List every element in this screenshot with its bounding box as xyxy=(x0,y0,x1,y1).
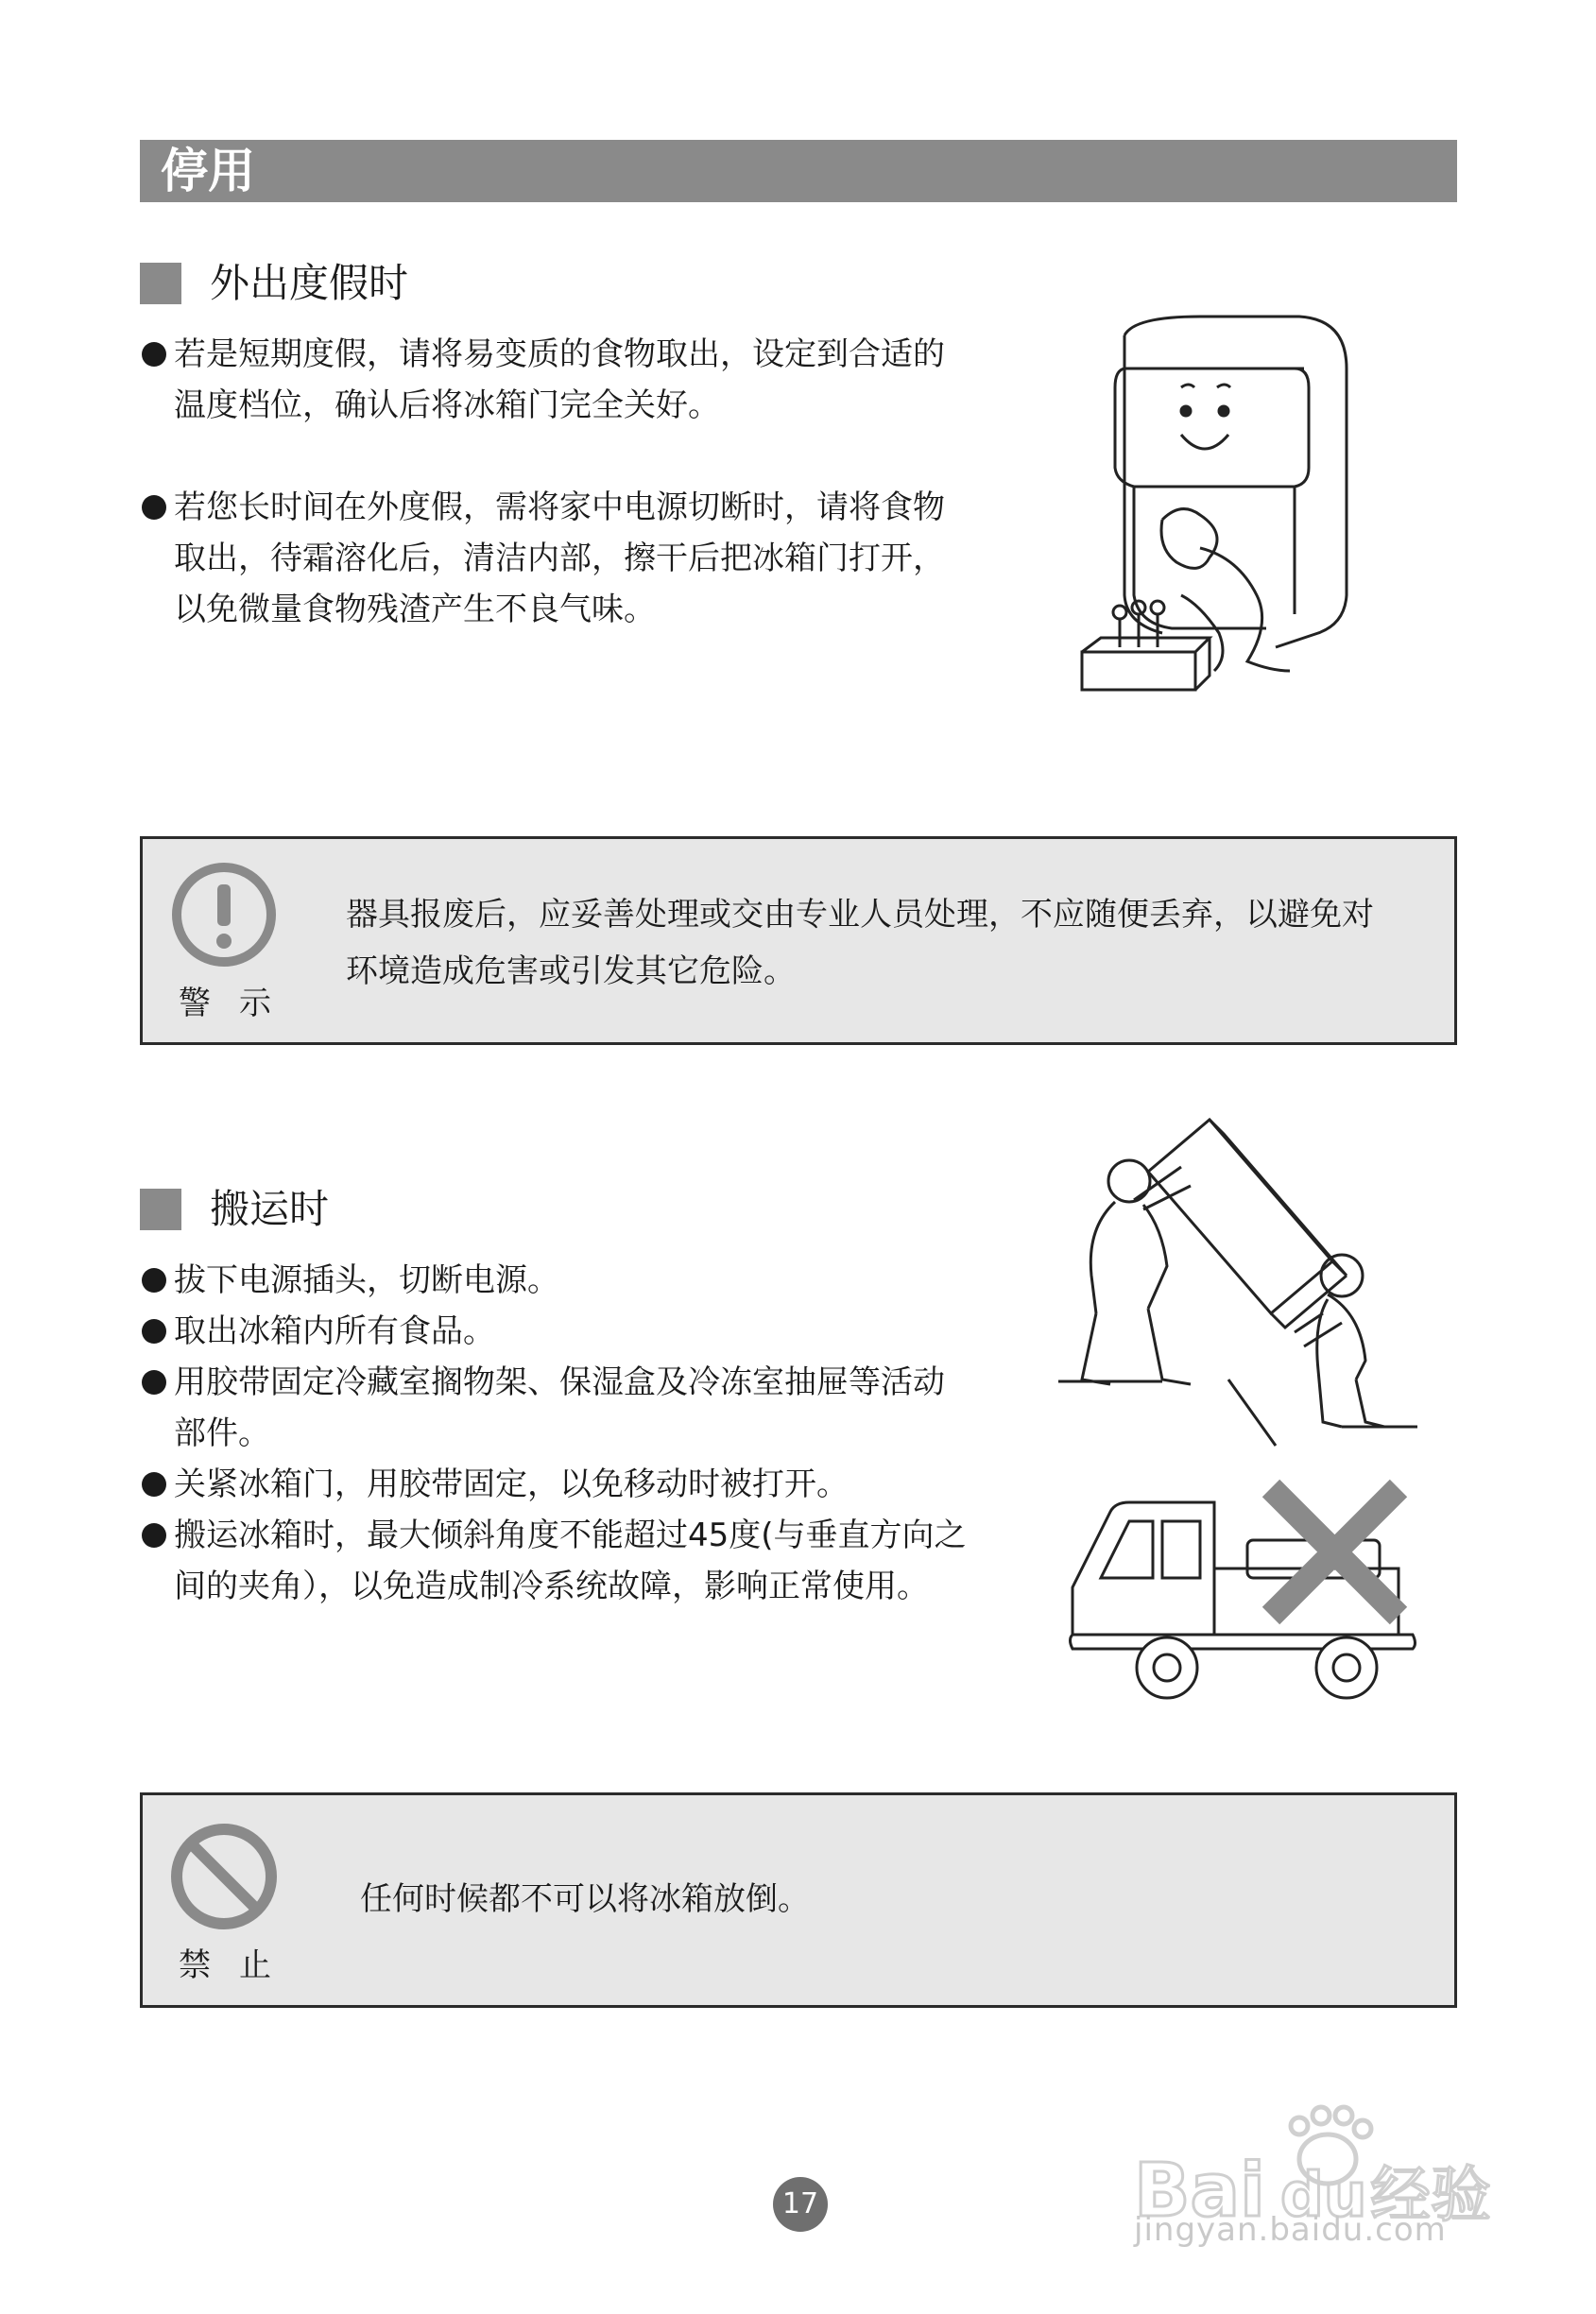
warning-label: 警示 xyxy=(179,985,300,1022)
list-item: 搬运冰箱时，最大倾斜角度不能超过45度(与垂直方向之 间的夹角），以免造成制冷系统故障，影响正常使用。 xyxy=(140,1510,1019,1612)
carrying-fridge-illustration xyxy=(1058,1096,1436,1450)
section-heading-vacation xyxy=(140,260,408,307)
warning-box xyxy=(140,836,1457,1045)
warning-text: 器具报废后，应妥善处理或交由专业人员处理，不应随便丢弃，以避免对 环境造成危害或引发其它危险。 xyxy=(346,896,1374,990)
exclamation-icon xyxy=(169,860,279,969)
prohibition-label: 禁止 xyxy=(179,1946,300,1984)
heading-marker xyxy=(140,1189,181,1230)
watermark-url: jingyan.baidu.com xyxy=(1134,2211,1447,2249)
page-title: 停用 xyxy=(161,144,255,198)
svg-text:du: du xyxy=(1280,2161,1367,2231)
section-heading-transport xyxy=(140,1186,329,1233)
heading-text: 外出度假时 xyxy=(210,260,409,306)
truck-prohibited-illustration xyxy=(1063,1474,1441,1710)
prohibition-box xyxy=(140,1792,1457,2008)
transport-bullet-list xyxy=(140,1255,1019,1612)
svg-text:Bai: Bai xyxy=(1134,2149,1265,2234)
heading-marker xyxy=(140,263,181,304)
svg-text:经验: 经验 xyxy=(1370,2161,1491,2231)
list-item: 若您长时间在外度假，需将家中电源切断时，请将食物 取出，待霜溶化后，清洁内部，擦干后把冰箱门打开， 以免微量食物残渣产生不良气味。 xyxy=(140,482,1019,635)
list-item: 关紧冰箱门，用胶带固定，以免移动时被打开。 xyxy=(140,1459,1019,1510)
prohibition-text: 任何时候都不可以将冰箱放倒。 xyxy=(360,1880,810,1918)
list-item: 拔下电源插头，切断电源。 xyxy=(140,1255,1019,1306)
vacation-bullet-list xyxy=(140,329,1019,635)
fridge-cleaning-illustration xyxy=(1077,312,1361,709)
list-item: 若是短期度假，请将易变质的食物取出，设定到合适的 温度档位，确认后将冰箱门完全关好。 xyxy=(140,329,1019,431)
heading-text: 搬运时 xyxy=(210,1186,330,1232)
list-item: 用胶带固定冷藏室搁物架、保湿盒及冷冻室抽屉等活动 部件。 xyxy=(140,1357,1019,1459)
prohibition-icon xyxy=(169,1822,279,1931)
page-number: 17 xyxy=(773,2177,828,2232)
section-title-bar xyxy=(140,140,1457,202)
list-item: 取出冰箱内所有食品。 xyxy=(140,1306,1019,1357)
